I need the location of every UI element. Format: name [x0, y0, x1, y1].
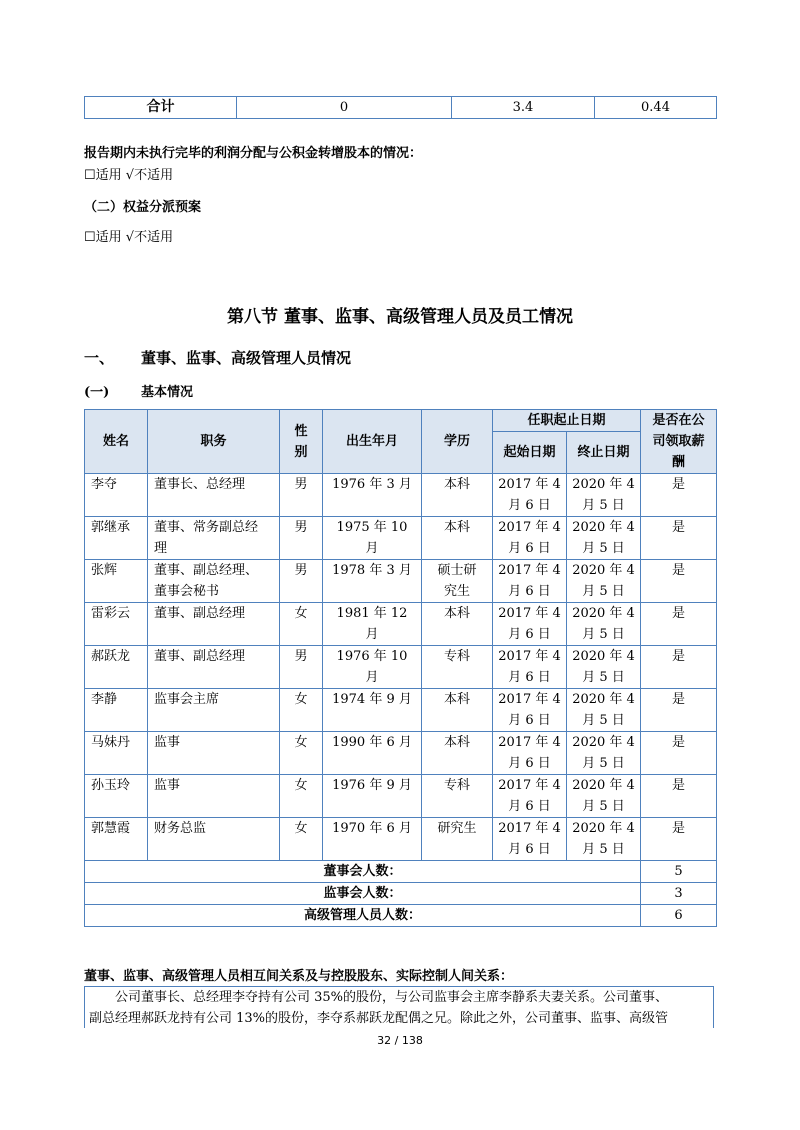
- header-name: 姓名: [85, 410, 148, 474]
- summary-row: [85, 905, 717, 927]
- table-row: [85, 560, 717, 603]
- cell-start: 2017 年 4 月 6 日: [493, 818, 567, 861]
- cell-end: 2020 年 4 月 5 日: [567, 646, 641, 689]
- cell-start: 2017 年 4 月 6 日: [493, 474, 567, 517]
- cell-birth: 1981 年 12 月: [323, 603, 422, 646]
- cell-paid: 是: [641, 603, 717, 646]
- summary-value: 5: [641, 861, 717, 883]
- header-row-1: [85, 410, 717, 432]
- summary-label: 高级管理人员人数：: [85, 905, 641, 927]
- relationship-line-2: 副总经理郝跃龙持有公司 13%的股份，李夺系郝跃龙配偶之兄。除此之外，公司董事、监事、高级管: [89, 1011, 669, 1026]
- cell-end: 2020 年 4 月 5 日: [567, 775, 641, 818]
- cell-paid: 是: [641, 517, 717, 560]
- header-gender: 性 别: [280, 410, 323, 474]
- cell-end: 2020 年 4 月 5 日: [567, 517, 641, 560]
- cell-start: 2017 年 4 月 6 日: [493, 603, 567, 646]
- heading1-num: 一、: [84, 349, 115, 367]
- cell-name: 马妹丹: [85, 732, 148, 775]
- cell-education: 本科: [422, 689, 493, 732]
- relationship-heading: 董事、监事、高级管理人员相互间关系及与控股股东、实际控制人间关系：: [84, 969, 514, 984]
- cell-education: 硕士研 究生: [422, 560, 493, 603]
- cell-birth: 1970 年 6 月: [323, 818, 422, 861]
- cell-paid: 是: [641, 560, 717, 603]
- cell-end: 2020 年 4 月 5 日: [567, 560, 641, 603]
- cell-gender: 女: [280, 732, 323, 775]
- cell-birth: 1976 年 3 月: [323, 474, 422, 517]
- cell-paid: 是: [641, 732, 717, 775]
- cell-gender: 女: [280, 689, 323, 732]
- cell-position: 董事、副总经理: [148, 603, 280, 646]
- cell-gender: 女: [280, 775, 323, 818]
- cell-paid: 是: [641, 689, 717, 732]
- header-birth: 出生年月: [323, 410, 422, 474]
- header-paid: 是否在公 司领取薪 酬: [641, 410, 717, 474]
- cell-start: 2017 年 4 月 6 日: [493, 775, 567, 818]
- section-title: 第八节 董事、监事、高级管理人员及员工情况: [227, 307, 573, 327]
- cell-position: 监事: [148, 732, 280, 775]
- table-row: [85, 603, 717, 646]
- total-label: 合计: [85, 97, 237, 119]
- total-row: [85, 97, 717, 119]
- cell-gender: 男: [280, 646, 323, 689]
- cell-start: 2017 年 4 月 6 日: [493, 646, 567, 689]
- undistributed-heading: 报告期内未执行完毕的利润分配与公积金转增股本的情况：: [84, 146, 423, 161]
- total-value-3: 0.44: [595, 97, 717, 119]
- summary-row: [85, 883, 717, 905]
- heading2-text: 基本情况: [141, 385, 194, 400]
- cell-position: 监事: [148, 775, 280, 818]
- summary-row: [85, 861, 717, 883]
- cell-education: 本科: [422, 732, 493, 775]
- summary-label: 董事会人数：: [85, 861, 641, 883]
- cell-education: 本科: [422, 603, 493, 646]
- header-position: 职务: [148, 410, 280, 474]
- total-value-2: 3.4: [452, 97, 595, 119]
- cell-end: 2020 年 4 月 5 日: [567, 603, 641, 646]
- cell-name: 郭慧霞: [85, 818, 148, 861]
- cell-position: 董事、副总经理、 董事会秘书: [148, 560, 280, 603]
- table-row: [85, 818, 717, 861]
- summary-value: 3: [641, 883, 717, 905]
- heading1-text: 董事、监事、高级管理人员情况: [141, 349, 352, 367]
- cell-birth: 1978 年 3 月: [323, 560, 422, 603]
- cell-position: 财务总监: [148, 818, 280, 861]
- cell-education: 专科: [422, 775, 493, 818]
- cell-gender: 女: [280, 818, 323, 861]
- cell-birth: 1990 年 6 月: [323, 732, 422, 775]
- heading2-num: (一): [84, 385, 110, 400]
- cell-end: 2020 年 4 月 5 日: [567, 732, 641, 775]
- cell-start: 2017 年 4 月 6 日: [493, 560, 567, 603]
- cell-position: 监事会主席: [148, 689, 280, 732]
- cell-gender: 女: [280, 603, 323, 646]
- header-end: 终止日期: [567, 432, 641, 474]
- cell-end: 2020 年 4 月 5 日: [567, 689, 641, 732]
- cell-paid: 是: [641, 646, 717, 689]
- cell-end: 2020 年 4 月 5 日: [567, 474, 641, 517]
- header-start: 起始日期: [493, 432, 567, 474]
- summary-value: 6: [641, 905, 717, 927]
- cell-start: 2017 年 4 月 6 日: [493, 689, 567, 732]
- table-row: [85, 775, 717, 818]
- cell-gender: 男: [280, 517, 323, 560]
- cell-paid: 是: [641, 775, 717, 818]
- cell-gender: 男: [280, 560, 323, 603]
- table-row: [85, 517, 717, 560]
- total-table: [84, 96, 717, 119]
- cell-name: 李静: [85, 689, 148, 732]
- table-row: [85, 732, 717, 775]
- staff-body: [85, 474, 717, 861]
- header-term: 任职起止日期: [493, 410, 641, 432]
- cell-position: 董事、副总经理: [148, 646, 280, 689]
- cell-birth: 1974 年 9 月: [323, 689, 422, 732]
- cell-birth: 1976 年 10 月: [323, 646, 422, 689]
- summary-body: [85, 861, 717, 927]
- relationship-box: [84, 986, 714, 1028]
- table-row: [85, 474, 717, 517]
- cell-name: 雷彩云: [85, 603, 148, 646]
- cell-paid: 是: [641, 818, 717, 861]
- cell-end: 2020 年 4 月 5 日: [567, 818, 641, 861]
- total-value-1: 0: [237, 97, 452, 119]
- cell-position: 董事、常务副总经 理: [148, 517, 280, 560]
- cell-name: 郭继承: [85, 517, 148, 560]
- summary-label: 监事会人数：: [85, 883, 641, 905]
- cell-birth: 1976 年 9 月: [323, 775, 422, 818]
- cell-paid: 是: [641, 474, 717, 517]
- undistributed-options: ☐适用 √不适用: [84, 168, 174, 183]
- relationship-line-1: 公司董事长、总经理李夺持有公司 35%的股份，与公司监事会主席李静系夫妻关系。公司董事、: [89, 990, 669, 1005]
- cell-position: 董事长、总经理: [148, 474, 280, 517]
- cell-start: 2017 年 4 月 6 日: [493, 517, 567, 560]
- cell-education: 本科: [422, 517, 493, 560]
- cell-name: 李夺: [85, 474, 148, 517]
- cell-education: 专科: [422, 646, 493, 689]
- cell-gender: 男: [280, 474, 323, 517]
- cell-name: 郝跃龙: [85, 646, 148, 689]
- cell-birth: 1975 年 10 月: [323, 517, 422, 560]
- staff-table: [84, 409, 717, 927]
- equity-plan-heading: （二）权益分派预案: [84, 200, 202, 215]
- equity-plan-options: ☐适用 √不适用: [84, 230, 174, 245]
- page-number: 32 / 138: [377, 1034, 423, 1047]
- table-row: [85, 689, 717, 732]
- cell-name: 张辉: [85, 560, 148, 603]
- cell-education: 本科: [422, 474, 493, 517]
- cell-education: 研究生: [422, 818, 493, 861]
- cell-name: 孙玉玲: [85, 775, 148, 818]
- table-row: [85, 646, 717, 689]
- header-education: 学历: [422, 410, 493, 474]
- cell-start: 2017 年 4 月 6 日: [493, 732, 567, 775]
